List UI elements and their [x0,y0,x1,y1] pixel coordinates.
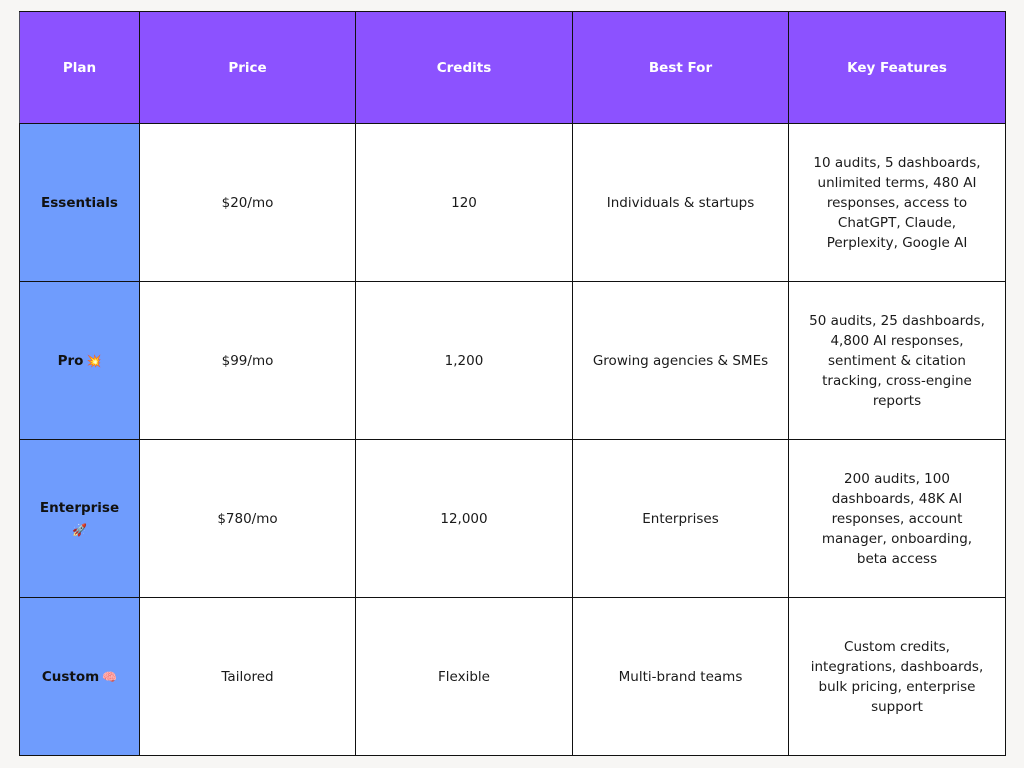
header-price: Price [140,12,356,124]
credits-cell: Flexible [356,598,573,756]
header-key-features: Key Features [789,12,1006,124]
collision-sparkle-icon: 💥 [86,353,102,368]
price-cell: $99/mo [140,282,356,440]
plan-name: Essentials [41,194,118,211]
price-cell: $20/mo [140,124,356,282]
price-cell: $780/mo [140,440,356,598]
credits-cell: 1,200 [356,282,573,440]
table-row [20,440,1006,598]
plan-name: Custom [41,668,100,685]
best-for-cell: Multi-brand teams [573,598,789,756]
features-cell: 50 audits, 25 dashboards, 4,800 AI responses, sentiment & citation tracking, cross-engine reports [789,282,1006,440]
pricing-table-container [19,11,1005,756]
header-credits: Credits [356,12,573,124]
plan-name: Pro [57,352,84,369]
table-row [20,598,1006,756]
table-row [20,124,1006,282]
plan-cell [20,282,140,440]
plan-name: Enterprise [39,499,120,516]
brain-icon: 🧠 [102,669,118,684]
features-cell: Custom credits, integrations, dashboards, bulk pricing, enterprise support [789,598,1006,756]
features-cell: 10 audits, 5 dashboards, unlimited terms, 480 AI responses, access to ChatGPT, Claude, Perplexity, Google AI [789,124,1006,282]
plan-cell [20,124,140,282]
best-for-cell: Growing agencies & SMEs [573,282,789,440]
plan-cell [20,440,140,598]
header-plan: Plan [20,12,140,124]
credits-cell: 12,000 [356,440,573,598]
best-for-cell: Individuals & startups [573,124,789,282]
price-cell: Tailored [140,598,356,756]
header-best-for: Best For [573,12,789,124]
table-row [20,282,1006,440]
pricing-table [19,11,1006,756]
best-for-cell: Enterprises [573,440,789,598]
features-cell: 200 audits, 100 dashboards, 48K AI responses, account manager, onboarding, beta access [789,440,1006,598]
table-header-row [20,12,1006,124]
rocket-icon: 🚀 [72,522,87,537]
plan-cell [20,598,140,756]
credits-cell: 120 [356,124,573,282]
